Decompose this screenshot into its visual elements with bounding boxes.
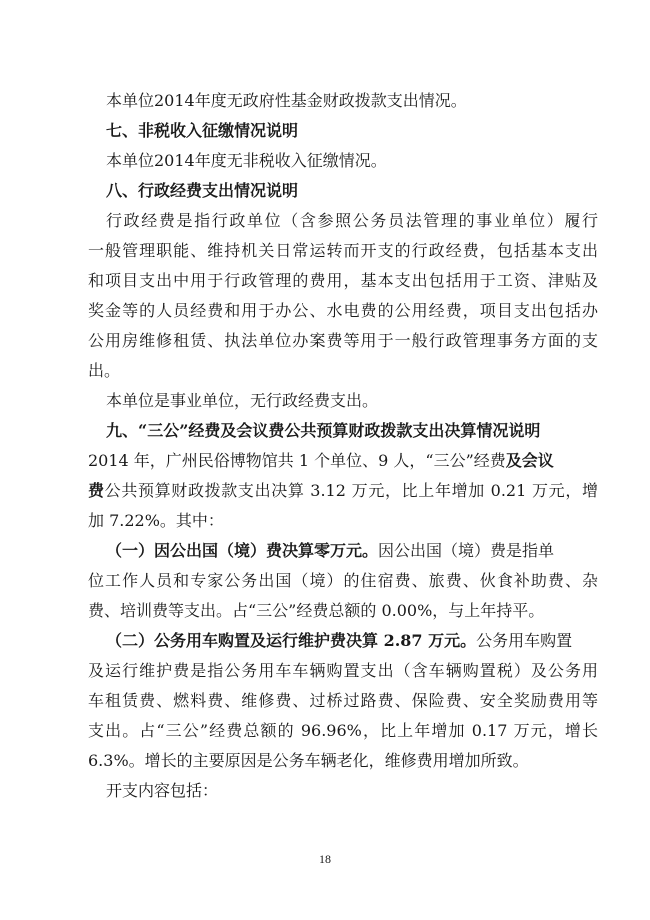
paragraph-line (88, 446, 598, 476)
paragraph-line: 支出。占“三公”经费总额的 96.96%，比上年增加 0.17 万元，增长 (88, 721, 598, 740)
paragraph-line: 开支内容包括： (106, 781, 219, 800)
page-number: 18 (319, 852, 331, 866)
body-text (88, 86, 598, 806)
bold-text-run: 费 (88, 481, 105, 500)
paragraph-line (88, 626, 598, 656)
paragraph-line: 6.3%。增长的主要原因是公务车辆老化，维修费用增加所致。 (88, 751, 529, 770)
paragraph-line (88, 476, 598, 506)
paragraph-line: 本单位是事业单位，无行政经费支出。 (106, 391, 379, 410)
text-run: 因公出国（境）费是指单 (378, 541, 555, 560)
paragraph-line: 一般管理职能、维持机关日常运转而开支的行政经费，包括基本支出 (88, 241, 598, 260)
bold-text-run: 及会议 (505, 451, 554, 470)
paragraph-line: 车租赁费、燃料费、维修费、过桥过路费、保险费、安全奖励费用等 (88, 691, 598, 710)
text-run: 公共预算财政拨款支出决算 3.12 万元，比上年增加 0.21 万元，增 (104, 481, 598, 500)
paragraph-line: 奖金等的人员经费和用于办公、水电费的公用经费，项目支出包括办 (88, 301, 598, 320)
section-heading-9: 九、“三公”经费及会议费公共预算财政拨款支出决算情况说明 (106, 421, 541, 440)
text-run: 2014 年，广州民俗博物馆共 1 个单位、9 人，“三公”经费 (88, 451, 506, 470)
paragraph-line: 位工作人员和专家公务出国（境）的住宿费、旅费、伙食补助费、杂 (88, 571, 598, 590)
subsection-lead: （二）公务用车购置及运行维护费决算 2.87 万元。 (106, 631, 477, 650)
paragraph-line: 及运行维护费是指公务用车车辆购置支出（含车辆购置税）及公务用 (88, 661, 598, 680)
section-heading-7: 七、非税收入征缴情况说明 (106, 121, 299, 140)
paragraph-line (88, 536, 598, 566)
paragraph-line: 行政经费是指行政单位（含参照公务员法管理的事业单位）履行 (106, 211, 598, 230)
paragraph-line: 加 7.22%。其中： (88, 511, 224, 530)
text-run: 公务用车购置 (476, 631, 573, 650)
section-heading-8: 八、行政经费支出情况说明 (106, 181, 299, 200)
subsection-lead: （一）因公出国（境）费决算零万元。 (106, 541, 379, 560)
paragraph-line: 费、培训费等支出。占“三公”经费总额的 0.00%，与上年持平。 (88, 601, 545, 620)
paragraph-line: 公用房维修租赁、执法单位办案费等用于一般行政管理事务方面的支 (88, 331, 598, 350)
paragraph-line: 本单位2014年度无政府性基金财政拨款支出情况。 (106, 91, 467, 110)
paragraph-line: 和项目支出中用于行政管理的费用，基本支出包括用于工资、津贴及 (88, 271, 598, 290)
paragraph-line: 本单位2014年度无非税收入征缴情况。 (106, 151, 387, 170)
paragraph-line: 出。 (88, 361, 121, 380)
